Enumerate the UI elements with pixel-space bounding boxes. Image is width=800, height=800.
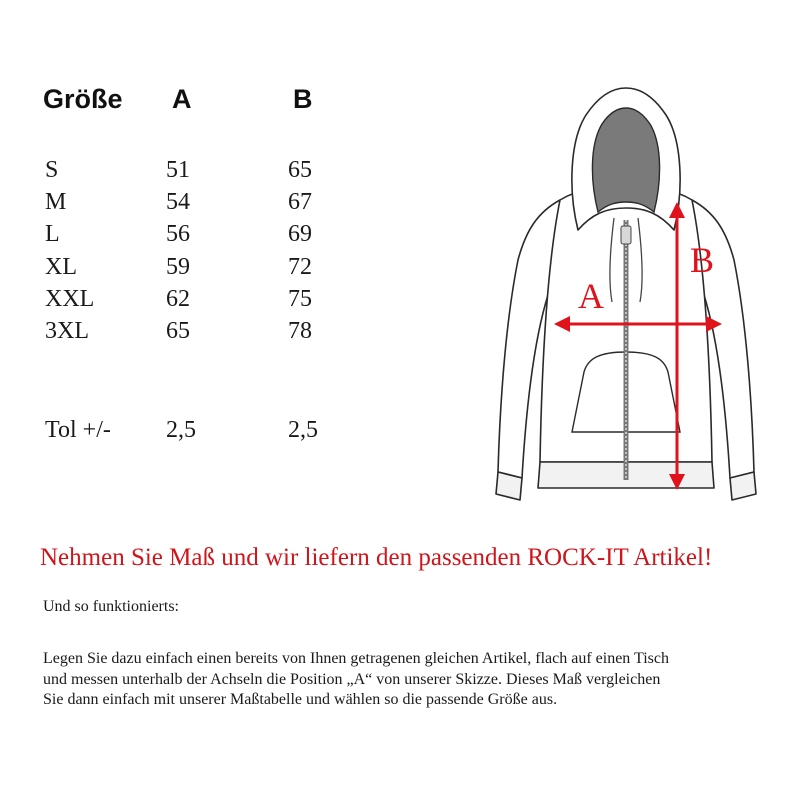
instructions-text — [43, 649, 773, 711]
row-a-value: 62 — [166, 286, 190, 312]
label-a: A — [578, 276, 604, 316]
row-b-value: 78 — [288, 318, 312, 344]
zipper-pull — [621, 226, 631, 244]
row-size: L — [45, 221, 60, 247]
row-b-value: 72 — [288, 254, 312, 280]
label-b: B — [690, 240, 715, 280]
instruction-line: und messen unterhalb der Achseln die Position „A“ von unserer Skizze. Dieses Maß vergleichen — [43, 670, 661, 688]
row-b-value: 75 — [288, 286, 312, 312]
row-size: S — [45, 157, 59, 183]
row-a-value: 59 — [166, 254, 190, 280]
row-size: XL — [45, 254, 77, 280]
instruction-line: Sie dann einfach mit unserer Maßtabelle und wählen so die passende Größe aus. — [43, 691, 558, 708]
row-size: XXL — [45, 286, 95, 312]
header-b: B — [293, 84, 313, 114]
row-a-value: 51 — [166, 157, 190, 183]
intro-text: Und so funktionierts: — [43, 598, 179, 615]
tolerance-a-value: 2,5 — [166, 417, 196, 443]
hoodie-illustration — [490, 80, 762, 520]
hoodie-measurement-diagram — [490, 80, 762, 520]
row-a-value: 65 — [166, 318, 190, 344]
headline: Nehmen Sie Maß und wir liefern den passenden ROCK-IT Artikel! — [40, 544, 713, 571]
hood-opening — [592, 108, 659, 212]
instruction-line: Legen Sie dazu einfach einen bereits von Ihnen getragenen gleichen Artikel, flach auf einen Tisch — [43, 650, 669, 667]
tolerance-b-value: 2,5 — [288, 417, 318, 443]
row-size: M — [45, 189, 67, 215]
row-b-value: 67 — [288, 189, 312, 215]
header-size: Größe — [43, 84, 123, 114]
size-table — [0, 0, 360, 460]
row-a-value: 56 — [166, 221, 190, 247]
row-size: 3XL — [45, 318, 89, 344]
row-a-value: 54 — [166, 189, 190, 215]
header-a: A — [172, 84, 192, 114]
tolerance-label: Tol +/- — [45, 417, 111, 443]
row-b-value: 69 — [288, 221, 312, 247]
row-b-value: 65 — [288, 157, 312, 183]
